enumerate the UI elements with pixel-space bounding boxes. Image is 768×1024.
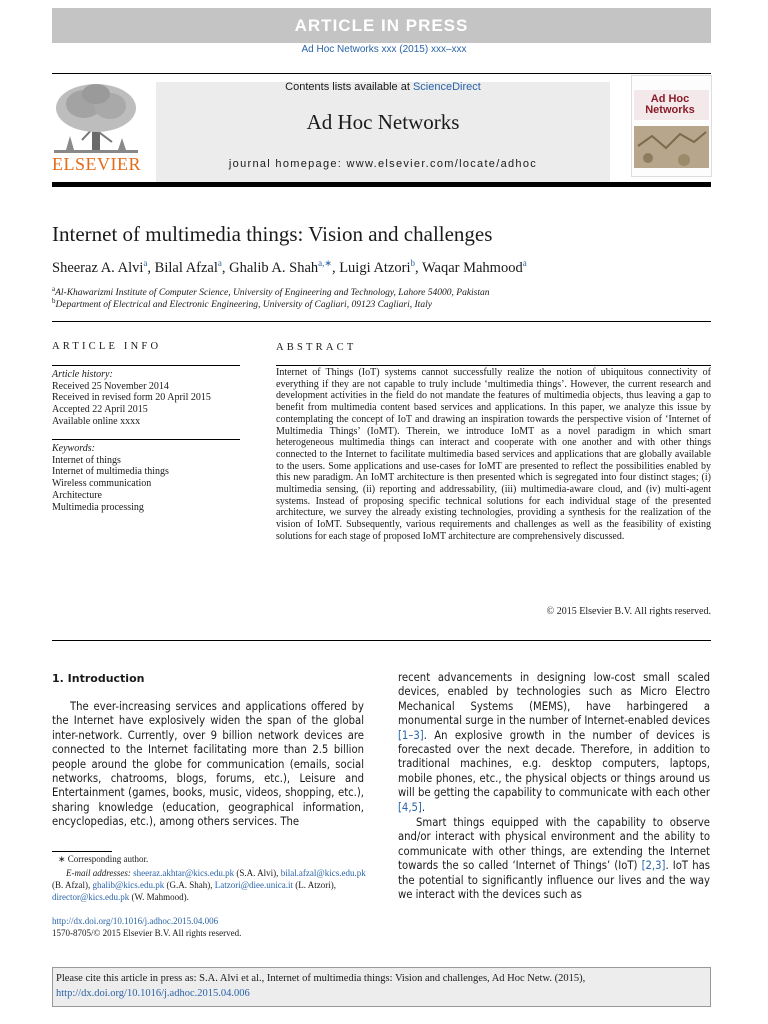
affiliation-mark: b (52, 297, 56, 305)
affiliation-b (52, 297, 432, 310)
journal-name: Ad Hoc Networks (306, 110, 460, 134)
paragraph-text: . IoT has the potential to significantly influence our lives and the way we interact with the devices such as (398, 859, 710, 902)
abstract-text: Internet of Things (IoT) systems cannot successfully realize the notion of ubiquitous connectivity of everything if they are not capable to truly include ‘multimedia things’. However, the current research and development activities in the field do not mandate the features of multimedia objects, thus leaving a gap to benefit from multimedia content based services and applications. In this paper, we analyze this issue by contemplating the concept of IoT and drawing an inspiration towards the perspective vision of ‘Internet of Multimedia Things’ (IoMT). Therein, we introduce IoMT as a novel paradigm in which smart heterogeneous multimedia things can interact and cooperate with one another and with other things connected to the Internet to facilitate multimedia based services and applications that are globally available to the users. Some applications and use-cases for IoMT are presented to reflect the possibilities enabled by this new paradigm. An IoMT architecture is then presented which is segregated into four distinct stages; (i) multimedia sensing, (ii) reporting and addressability, (iii) multimedia-aware cloud, and (iv) multi-agent systems. Instead of proposing specific technical solutions for each individual stage of the presented architecture, we survey the already existing technologies, providing a synthesis for the realization of the vision of IoMT. Subsequently, various requirements and challenges as well as the feasibility of existing solutions for each stage of proposed IoMT architecture are comprehensively discussed. (276, 367, 711, 542)
intro-paragraph: The ever-increasing services and applications offered by the Internet have explosively widen the span of the global inter-network. Currently, over 9 billion network devices are connected to the Internet facilitating more than 2.5 billion people around the globe for communication (emails, social networks, chatrooms, blogs, forums, etc.), Leisure and Entertainment (games, books, music, videos, shopping, etc.), sharing knowledge (education, geographical information, encyclopedias, etc.), among others services. The (52, 700, 364, 829)
author-name: Luigi Atzori (339, 259, 411, 276)
history-item: Available online xxxx (52, 415, 141, 427)
citation-link[interactable]: [1–3] (398, 728, 424, 742)
author-affil-mark[interactable]: a (143, 258, 148, 268)
issn-copyright: 1570-8705/© 2015 Elsevier B.V. All rights reserved. (52, 928, 242, 938)
citation-link[interactable]: [2,3] (641, 859, 666, 873)
header-bottom-rule (52, 182, 711, 187)
citation-doi-link[interactable]: http://dx.doi.org/10.1016/j.adhoc.2015.04.006 (56, 988, 250, 999)
contents-prefix: Contents lists available at (285, 81, 413, 93)
email-label: E-mail addresses: (66, 868, 134, 878)
abstract-rule (276, 365, 711, 366)
citation-box-text (56, 971, 708, 1001)
author-affil-mark[interactable]: a (522, 258, 527, 268)
article-history (52, 369, 240, 428)
journal-reference[interactable]: Ad Hoc Networks xxx (2015) xxx–xxx (301, 44, 467, 55)
keyword-item: Multimedia processing (52, 501, 144, 513)
paragraph-text: . An explosive growth in the number of devices is forecasted over the next decade. Therefore, in addition to traditional machines, e.g. desktop computers, laptops, mobile phones, etc., the physical objects or things around us will be getting the capability to communicate with each other (398, 728, 710, 800)
author-affil-mark[interactable]: a,∗ (318, 258, 332, 268)
history-item: Received in revised form 20 April 2015 (52, 392, 211, 404)
journal-homepage[interactable]: journal homepage: www.elsevier.com/locate/adhoc (228, 158, 538, 170)
sciencedirect-link[interactable]: ScienceDirect (412, 81, 481, 93)
doi-link[interactable]: http://dx.doi.org/10.1016/j.adhoc.2015.04.006 (52, 916, 219, 926)
email-owner: (B. Afzal), (52, 880, 93, 890)
article-title: Internet of multimedia things: Vision and challenges (52, 222, 493, 246)
email-addresses (52, 867, 367, 903)
elsevier-tree-logo (52, 80, 140, 154)
email-link[interactable]: ghalib@kics.edu.pk (92, 880, 165, 890)
keywords-rule (52, 439, 240, 440)
keywords (52, 443, 240, 513)
elsevier-wordmark: ELSEVIER (52, 154, 141, 174)
article-info-heading: ARTICLE INFO (52, 341, 162, 352)
email-owner: (L. Atzori), (293, 880, 337, 890)
email-owner: (G.A. Shah), (164, 880, 215, 890)
author-name: Waqar Mahmood (422, 259, 523, 276)
paragraph-text: Smart things equipped with the capability to observe and/or interact with physical environment and the ability to communicate with other things, are extending the Internet towards the so called ‘Internet of Things’ (IoT) (398, 816, 710, 873)
history-item: Received 25 November 2014 (52, 380, 169, 392)
abstract-heading: ABSTRACT (276, 342, 357, 353)
affiliation-text: Al-Khawarizmi Institute of Computer Science, University of Engineering and Technology, Lahore 54000, Pakistan (55, 288, 490, 299)
intro-paragraph (398, 816, 710, 902)
affiliation-mark: a (52, 285, 56, 293)
journal-cover-thumbnail (631, 75, 712, 177)
keyword-item: Internet of things (52, 454, 121, 466)
paragraph-text: recent advancements in designing low-cost small scaled devices, enabled by technologies such as Micro Electro Mechanical Systems (MEMS), have harbingered a monumental surge in the number of Internet-enabled devices (398, 671, 710, 728)
section-heading-introduction: 1. Introduction (52, 672, 145, 685)
email-owner: (S.A. Alvi), (234, 868, 281, 878)
citation-text: Please cite this article in press as: S.A. Alvi et al., Internet of multimedia things: Vision and challenges, Ad Hoc Netw. (2015), (56, 973, 586, 984)
section-rule (52, 640, 711, 641)
author-name: Ghalib A. Shah (229, 259, 319, 276)
author-affil-mark[interactable]: a (217, 258, 222, 268)
author-list: Sheeraz A. Alvi$^a$, Bilal Afzal$^a$, Ghalib A. Shah$^{a,∗}$, Luigi Atzori$^b$, Waqar Mahmood$^a$ (52, 258, 527, 276)
paragraph-text: . (421, 800, 426, 814)
article-info-rule (52, 365, 240, 366)
corresponding-author-note: ∗ Corresponding author. (58, 854, 149, 864)
history-item: Accepted 22 April 2015 (52, 404, 148, 416)
author-affil-mark[interactable]: b (410, 258, 415, 268)
section-rule (52, 321, 711, 322)
email-link[interactable]: director@kics.edu.pk (52, 892, 130, 902)
keyword-item: Internet of multimedia things (52, 466, 169, 478)
abstract-copyright: © 2015 Elsevier B.V. All rights reserved. (546, 606, 711, 617)
author-name: Sheeraz A. Alvi (52, 259, 144, 276)
email-link[interactable]: sheeraz.akhtar@kics.edu.pk (133, 868, 235, 878)
email-link[interactable]: Latzori@diee.unica.it (214, 880, 294, 890)
history-label: Article history: (52, 369, 113, 380)
contents-line (156, 81, 610, 93)
email-link[interactable]: bilal.afzal@kics.edu.pk (280, 868, 366, 878)
keyword-item: Wireless communication (52, 478, 152, 490)
keywords-label: Keywords: (52, 443, 95, 454)
article-in-press-banner: ARTICLE IN PRESS (52, 8, 711, 43)
footnote-rule (52, 851, 112, 852)
affiliation-text: Department of Electrical and Electronic Engineering, University of Cagliari, 09123 Cagliari, Italy (55, 300, 432, 311)
author-name: Bilal Afzal (154, 259, 218, 276)
email-owner: (W. Mahmood). (129, 892, 189, 902)
citation-link[interactable]: [4,5] (398, 800, 422, 814)
keyword-item: Architecture (52, 489, 102, 501)
cover-title: Ad Hoc Networks (645, 93, 695, 116)
header-top-rule (52, 73, 711, 74)
intro-paragraph (398, 671, 710, 815)
